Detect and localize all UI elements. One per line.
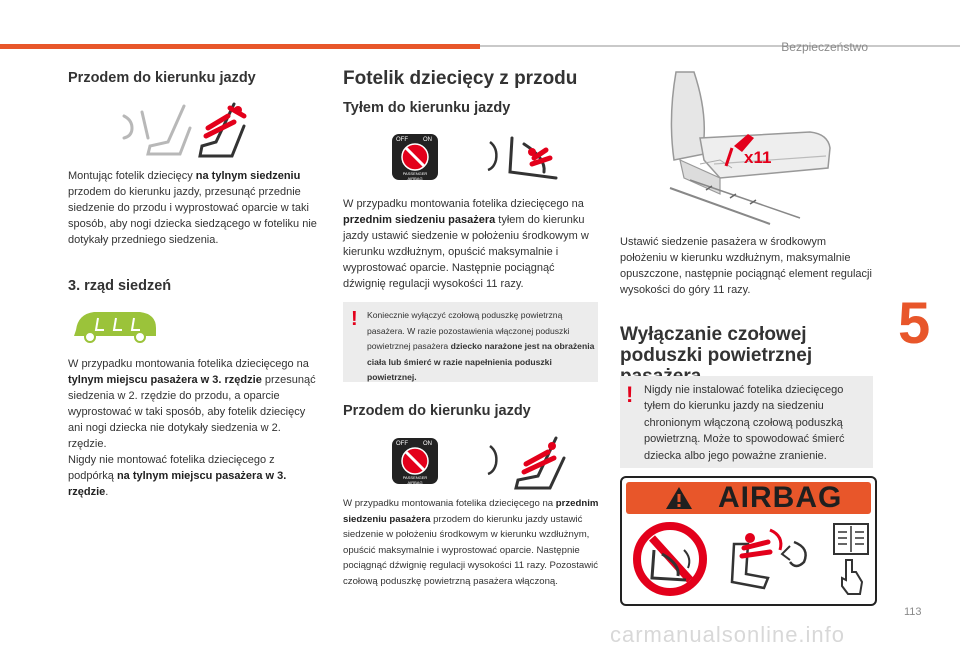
paragraph-third-row-warning: Nigdy nie montować fotelika dziecięcego z podpórką na tylnym miejscu pasażera w 3. rzędzie. bbox=[68, 454, 287, 498]
airbag-deploy-icon bbox=[724, 524, 820, 598]
header-rule bbox=[480, 45, 960, 47]
seat-height-lever-icon bbox=[660, 68, 860, 230]
airbag-warning-label bbox=[620, 476, 877, 606]
warning-text: Koniecznie wyłączyć czołową poduszkę powietrzną pasażera. W razie pozostawienia włączonej poduszki powietrznej pasażera dziecko narażone jest na obrażenia ciała lub śmierć w razie napełnienia poduszki powietrznej. bbox=[367, 310, 595, 382]
airbag-label-header bbox=[626, 482, 871, 514]
heading-disable-airbag: Wyłączanie czołowej poduszki powietrznej bbox=[620, 324, 813, 366]
chapter-tab-number: 5 bbox=[898, 291, 931, 356]
page-number: 113 bbox=[904, 606, 922, 618]
airbag-off-badge-icon: OFF ON PASSENGER AIRBAG bbox=[392, 438, 438, 484]
warning-icon: ! bbox=[351, 308, 358, 330]
heading-rear-facing: Tyłem do kierunku jazdy bbox=[343, 100, 511, 116]
minivan-icon bbox=[70, 308, 160, 344]
watermark: carmanualsonline.info bbox=[610, 622, 846, 647]
forward-seat-icon bbox=[118, 98, 268, 160]
section-title: Bezpieczeństwo bbox=[781, 40, 868, 54]
header-accent-bar bbox=[0, 44, 480, 49]
heading-forward-facing-front: Przodem do kierunku jazdy bbox=[343, 403, 531, 419]
paragraph-third-row: W przypadku montowania fotelika dziecięcego na tylnym miejscu pasażera w 3. rzędzie przesunąć siedzenia w 2. rzędzie do przodu, a oparcie wyprostować w taki sposób, aby fotelik dziecięcy ani nogi dziecka nie dotykały siedzenia w 2. rzędzie. bbox=[68, 358, 316, 450]
heading-third-row: 3. rząd siedzeń bbox=[68, 278, 172, 294]
warning-box-disable-airbag bbox=[343, 302, 598, 382]
warning-box-airbag bbox=[620, 376, 873, 468]
paragraph-forward-facing-front: W przypadku montowania fotelika dziecięcego na przednim siedzeniu pasażera przodem do kierunku jazdy ustawić siedzenie w położeniu środkowym w kierunku wzdłużnym, opuścić maksymalnie i wyprostować oparcie. Następnie pociągnąć dźwignię regulacji wysokości 11 razy. Pozostawić czołową poduszkę powietrzną pasażera włączoną. bbox=[343, 498, 599, 587]
no-rear-facing-seat-icon bbox=[630, 520, 710, 598]
airbag-label-title: AIRBAG bbox=[718, 481, 843, 514]
seat-pull-count-label: x11 bbox=[744, 148, 772, 167]
warning-icon: ! bbox=[626, 382, 634, 407]
paragraph-rear-seat-forward: Montując fotelik dziecięcy na tylnym siedzeniu przodem do kierunku jazdy, przesunąć przednie siedzenie do przodu i wyprostować oparcie w taki sposób, aby nogi dziecka siedzącego w foteliku nie dotykały przedniego siedzenia. bbox=[68, 170, 317, 246]
airbag-off-badge-icon: OFF ON PASSENGER AIRBAG bbox=[392, 134, 438, 180]
paragraph-seat-adjust: Ustawić siedzenie pasażera w środkowym położeniu w kierunku wzdłużnym, maksymalnie opuszczone, następnie pociągnąć element regulacji wysokości do góry 11 razy. bbox=[620, 236, 872, 296]
read-manual-icon bbox=[832, 522, 870, 598]
heading-forward-facing-rear: Przodem do kierunku jazdy bbox=[68, 70, 256, 86]
rear-facing-child-seat-icon bbox=[484, 128, 570, 186]
paragraph-rear-facing: W przypadku montowania fotelika dziecięcego na przednim siedzeniu pasażera tyłem do kierunku jazdy ustawić siedzenie w położeniu środkowym w kierunku wzdłużnym, opuścić maksymalnie i wyprostować oparcie. Następnie pociągnąć dźwignię regulacji wysokości 11 razy. bbox=[343, 198, 589, 290]
warning-text: Nigdy nie instalować fotelika dziecięcego tyłem do kierunku jazdy na siedzeniu chronionym włączoną czołową poduszką powietrzną. Może to spowodować śmierć dziecka albo jego poważne zranienie. bbox=[644, 384, 845, 462]
forward-facing-child-seat-icon bbox=[484, 432, 570, 490]
heading-front-child-seat: Fotelik dziecięcy z przodu bbox=[343, 68, 578, 89]
